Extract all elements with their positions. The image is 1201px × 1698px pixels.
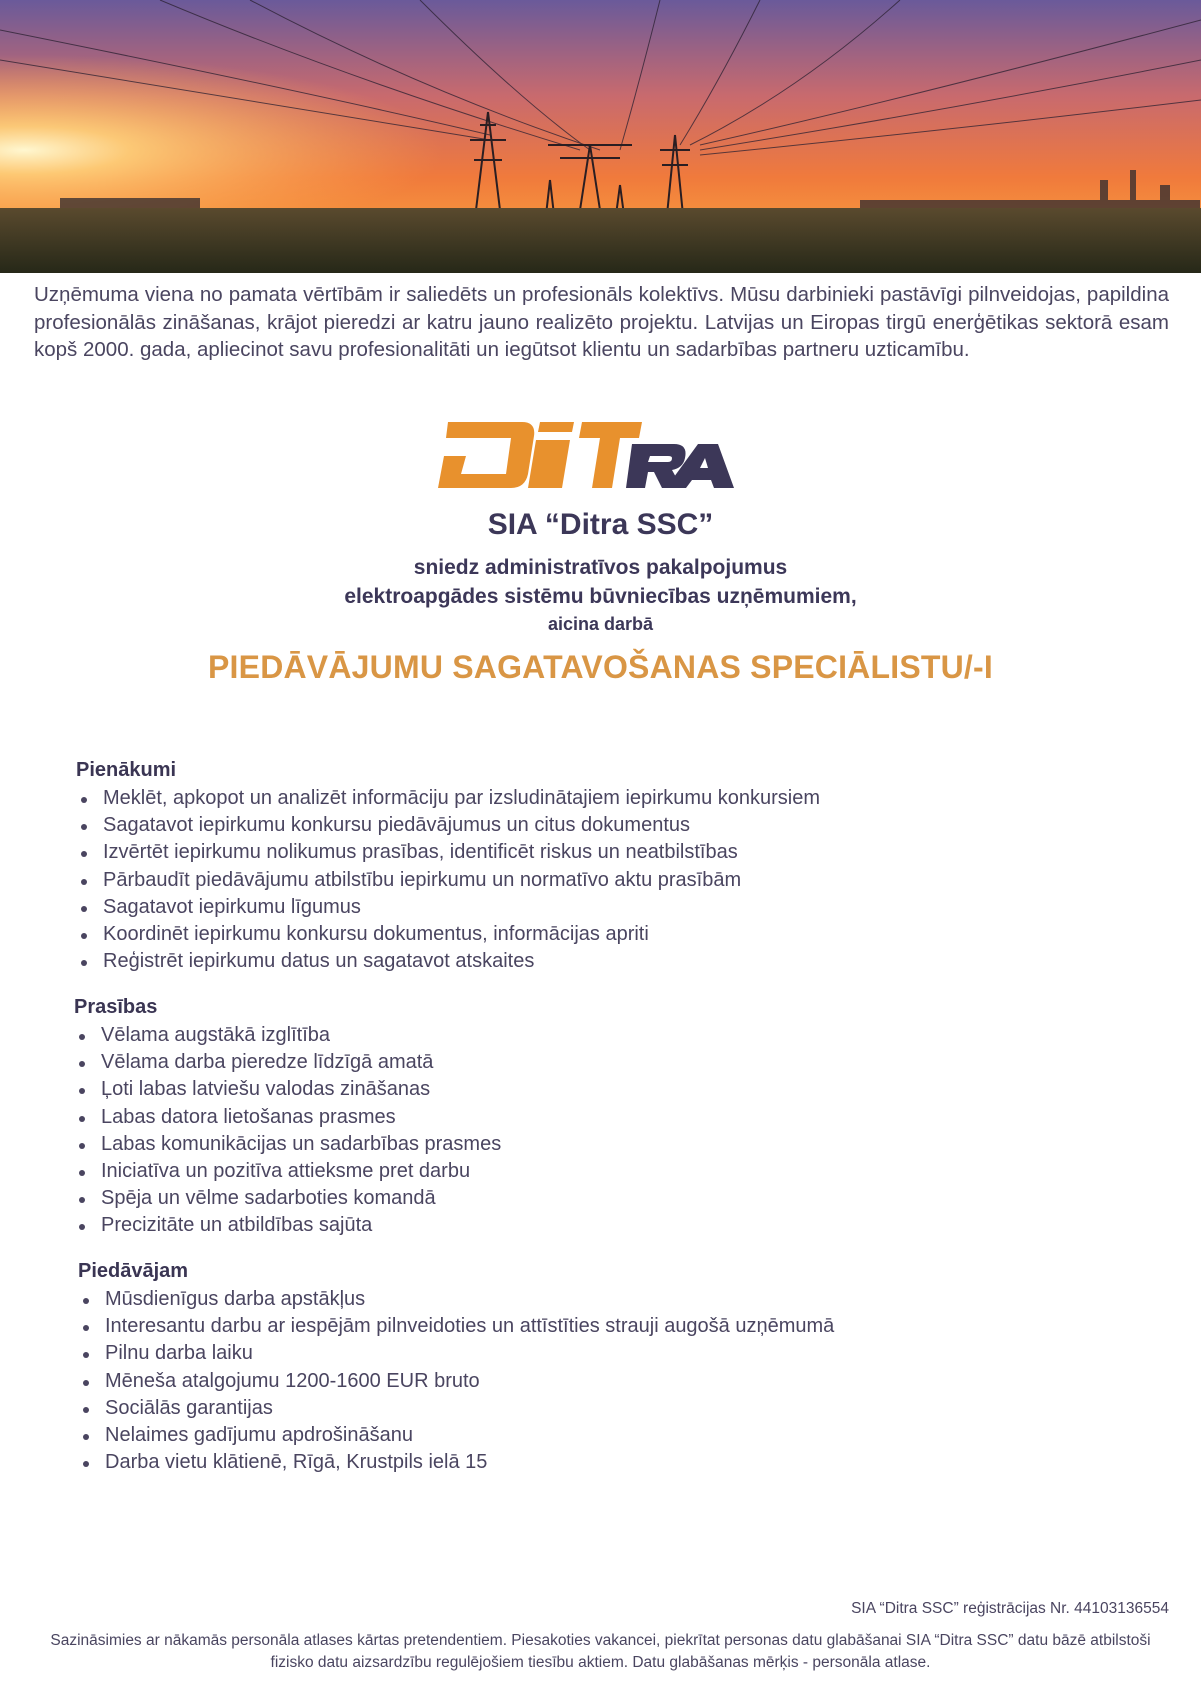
- list-item: Reģistrēt iepirkumu datus un sagatavot atskaites: [76, 948, 820, 975]
- list-item: Interesantu darbu ar iespējām pilnveidoties un attīstīties strauji augošā uzņēmumā: [78, 1313, 834, 1340]
- list-item: Labas datora lietošanas prasmes: [74, 1104, 501, 1131]
- tagline-line-1: sniedz administratīvos pakalpojumus: [413, 556, 788, 579]
- section-heading: Pienākumi: [76, 759, 177, 781]
- company-tagline: [0, 553, 1201, 637]
- section-offer: [78, 1260, 834, 1476]
- list-item: Spēja un vēlme sadarboties komandā: [74, 1185, 501, 1212]
- list-item: Ļoti labas latviešu valodas zināšanas: [74, 1076, 501, 1103]
- list-item: Iniciatīva un pozitīva attieksme pret darbu: [74, 1158, 501, 1185]
- tagline-line-3: aicina darbā: [547, 614, 654, 634]
- list-item: Sagatavot iepirkumu līgumus: [76, 894, 820, 921]
- list-item: Meklēt, apkopot un analizēt informāciju par izsludinātajiem iepirkumu konkursiem: [76, 785, 820, 812]
- section-duties: [76, 759, 820, 975]
- requirements-list: [74, 1022, 501, 1240]
- section-heading: Prasības: [74, 996, 158, 1018]
- position-title: PIEDĀVĀJUMU SAGATAVOŠANAS SPECIĀLISTU/-I: [208, 649, 993, 685]
- list-item: Koordinēt iepirkumu konkursu dokumentus, informācijas apriti: [76, 921, 820, 948]
- registration-number: SIA “Ditra SSC” reģistrācijas Nr. 44103136554: [851, 1600, 1169, 1617]
- offer-list: [78, 1286, 834, 1476]
- section-heading: Piedāvājam: [78, 1260, 189, 1282]
- company-logo: [436, 418, 734, 490]
- list-item: Mēneša atalgojumu 1200-1600 EUR bruto: [78, 1368, 834, 1395]
- intro-paragraph: Uzņēmuma viena no pamata vērtībām ir saliedēts un profesionāls kolektīvs. Mūsu darbinieki pastāvīgi pilnveidojas, papildina profesionālās zināšanas, krājot pieredzi ar katru jauno realizēto projektu. Latvijas un Eiropas tirgū enerģētikas sektorā esam kopš 2000. gada, apliecinot savu profesionalitāti un iegūtsot klientu un sadarbības partneru uzticamību.: [34, 283, 1169, 361]
- hero-image: [0, 0, 1201, 273]
- list-item: Mūsdienīgus darba apstākļus: [78, 1286, 834, 1313]
- list-item: Vēlama darba pieredze līdzīgā amatā: [74, 1049, 501, 1076]
- duties-list: [76, 785, 820, 975]
- list-item: Pilnu darba laiku: [78, 1340, 834, 1367]
- list-item: Sociālās garantijas: [78, 1395, 834, 1422]
- list-item: Precizitāte un atbildības sajūta: [74, 1212, 501, 1239]
- list-item: Sagatavot iepirkumu konkursu piedāvājumus un citus dokumentus: [76, 812, 820, 839]
- tagline-line-2: elektroapgādes sistēmu būvniecības uzņēmumiem,: [344, 585, 857, 608]
- list-item: Vēlama augstākā izglītība: [74, 1022, 501, 1049]
- list-item: Pārbaudīt piedāvājumu atbilstību iepirkumu un normatīvo aktu prasībām: [76, 867, 820, 894]
- list-item: Darba vietu klātienē, Rīgā, Krustpils ielā 15: [78, 1449, 834, 1476]
- footer-disclaimer: Sazināsimies ar nākamās personāla atlases kārtas pretendentiem. Piesakoties vakancei, piekrītat personas datu glabāšanai SIA “Ditra SSC” datu bāzē atbilstoši fizisko datu aizsardzību regulējošiem tiesību aktiem. Datu glabāšanas mērķis - personāla atlase.: [50, 1632, 1151, 1671]
- list-item: Nelaimes gadījumu apdrošināšanu: [78, 1422, 834, 1449]
- company-name: SIA “Ditra SSC”: [487, 508, 714, 541]
- list-item: Izvērtēt iepirkumu nolikumus prasības, identificēt riskus un neatbilstības: [76, 839, 820, 866]
- section-requirements: [74, 996, 501, 1240]
- list-item: Labas komunikācijas un sadarbības prasmes: [74, 1131, 501, 1158]
